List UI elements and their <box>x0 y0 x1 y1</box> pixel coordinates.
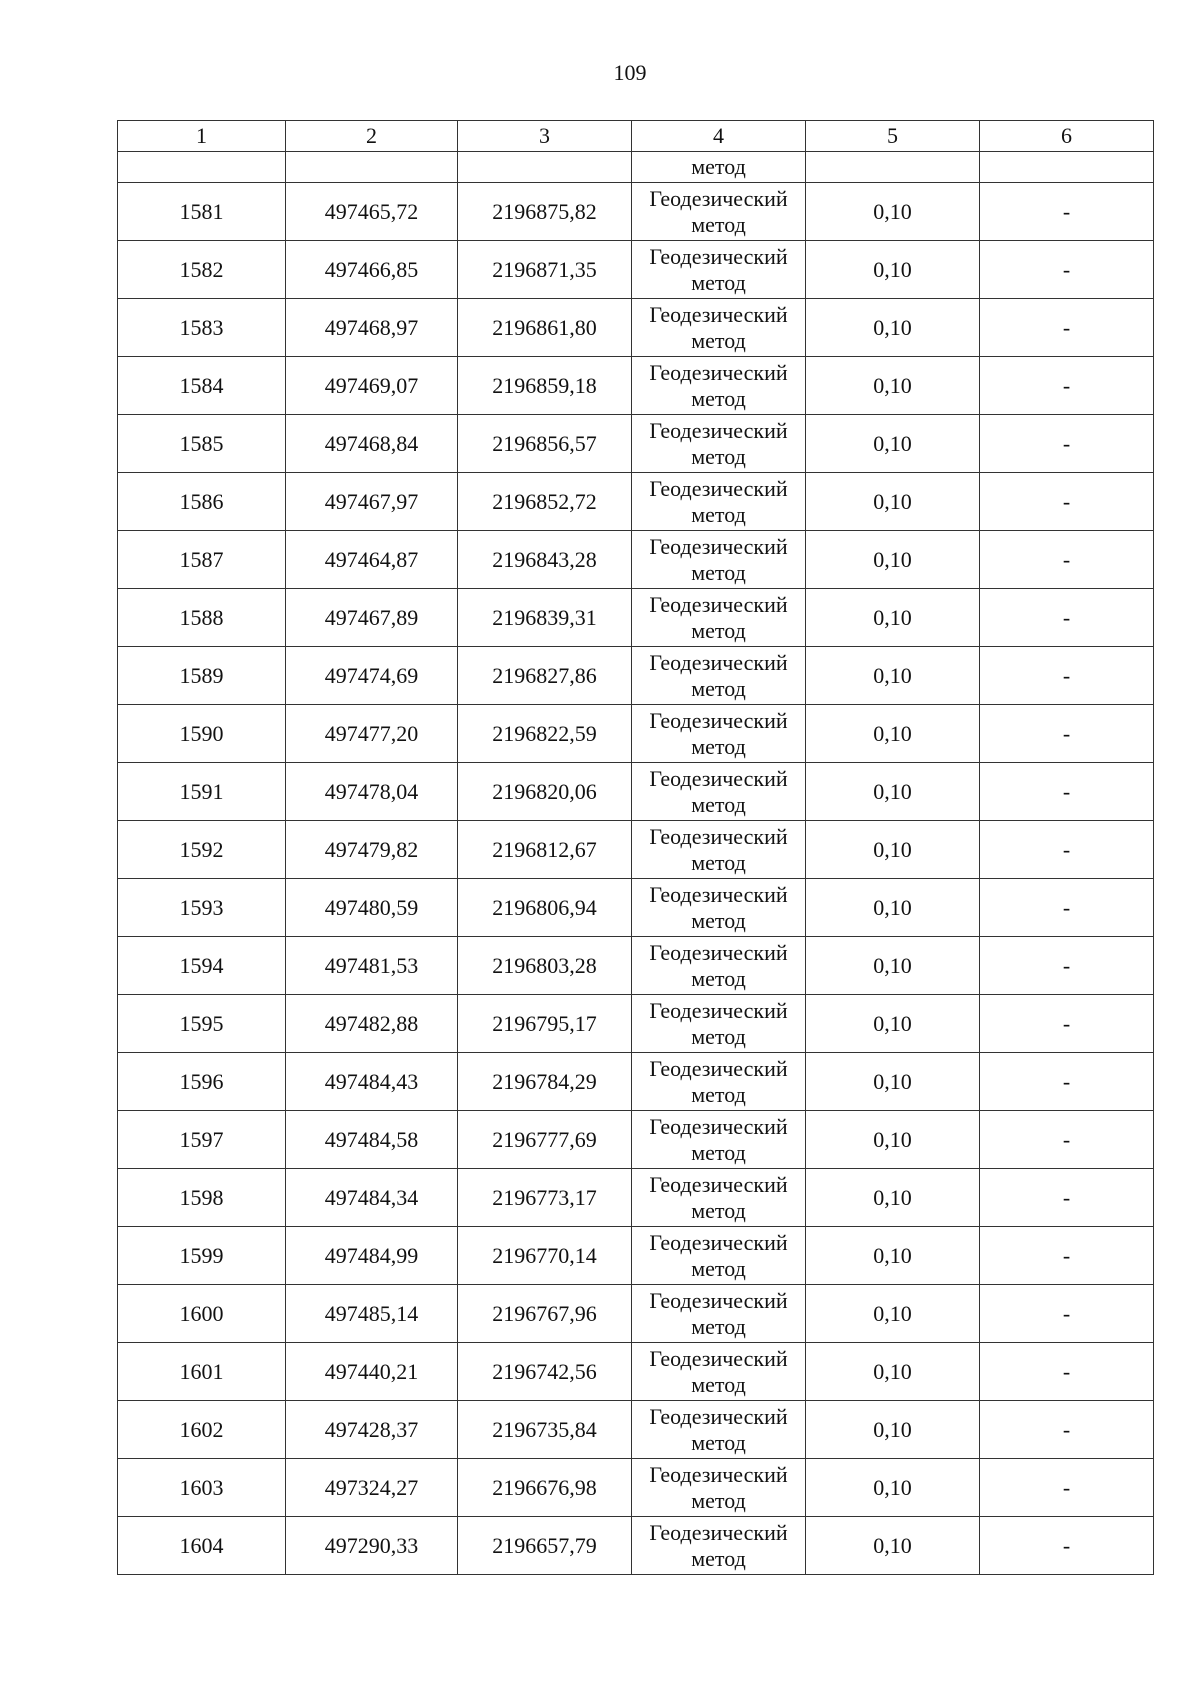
accuracy: 0,10 <box>806 357 980 415</box>
table-row <box>118 647 1154 705</box>
coordinate-x: 497290,33 <box>286 1517 458 1575</box>
coordinate-x: 497440,21 <box>286 1343 458 1401</box>
table-row <box>118 821 1154 879</box>
coordinate-x: 497465,72 <box>286 183 458 241</box>
note: - <box>980 1459 1154 1517</box>
method-line-1: Геодезический <box>649 243 788 269</box>
header-col-4: 4 <box>632 121 806 152</box>
method-cell <box>632 1169 806 1227</box>
coordinate-x: 497428,37 <box>286 1401 458 1459</box>
method-line-2: метод <box>691 733 746 759</box>
coordinate-y: 2196735,84 <box>458 1401 632 1459</box>
method-cell <box>632 589 806 647</box>
coordinate-y: 2196795,17 <box>458 995 632 1053</box>
point-number: 1596 <box>118 1053 286 1111</box>
point-number: 1595 <box>118 995 286 1053</box>
table-row <box>118 299 1154 357</box>
table-row <box>118 473 1154 531</box>
accuracy: 0,10 <box>806 241 980 299</box>
point-number: 1600 <box>118 1285 286 1343</box>
method-line-1: Геодезический <box>649 1229 788 1255</box>
coordinate-y: 2196822,59 <box>458 705 632 763</box>
accuracy: 0,10 <box>806 1285 980 1343</box>
method-line-2: метод <box>691 1313 746 1339</box>
continuation-row <box>118 152 1154 183</box>
coordinate-y: 2196770,14 <box>458 1227 632 1285</box>
coordinate-y: 2196856,57 <box>458 415 632 473</box>
coordinate-y: 2196839,31 <box>458 589 632 647</box>
method-line-1: Геодезический <box>649 533 788 559</box>
note: - <box>980 473 1154 531</box>
note: - <box>980 241 1154 299</box>
method-cell <box>632 937 806 995</box>
note: - <box>980 415 1154 473</box>
coordinate-y: 2196852,72 <box>458 473 632 531</box>
method-line-1: Геодезический <box>649 301 788 327</box>
method-line-1: Геодезический <box>649 359 788 385</box>
point-number: 1586 <box>118 473 286 531</box>
accuracy: 0,10 <box>806 183 980 241</box>
point-number: 1588 <box>118 589 286 647</box>
point-number: 1585 <box>118 415 286 473</box>
accuracy: 0,10 <box>806 879 980 937</box>
table-row <box>118 1111 1154 1169</box>
method-line-1: Геодезический <box>649 417 788 443</box>
coordinate-x: 497478,04 <box>286 763 458 821</box>
header-col-5: 5 <box>806 121 980 152</box>
point-number: 1597 <box>118 1111 286 1169</box>
note: - <box>980 589 1154 647</box>
coordinate-x: 497484,99 <box>286 1227 458 1285</box>
accuracy: 0,10 <box>806 937 980 995</box>
accuracy: 0,10 <box>806 415 980 473</box>
method-line-1: Геодезический <box>649 765 788 791</box>
note: - <box>980 357 1154 415</box>
coordinate-x: 497467,97 <box>286 473 458 531</box>
coordinate-x: 497464,87 <box>286 531 458 589</box>
coordinate-y: 2196767,96 <box>458 1285 632 1343</box>
table-row <box>118 937 1154 995</box>
table-row <box>118 1227 1154 1285</box>
method-line-2: метод <box>691 617 746 643</box>
accuracy: 0,10 <box>806 1169 980 1227</box>
table-header-row <box>118 121 1154 152</box>
method-cell <box>632 647 806 705</box>
method-cell <box>632 415 806 473</box>
note: - <box>980 705 1154 763</box>
method-line-1: Геодезический <box>649 1055 788 1081</box>
method-line-1: Геодезический <box>649 997 788 1023</box>
coordinate-y: 2196657,79 <box>458 1517 632 1575</box>
coordinate-y: 2196806,94 <box>458 879 632 937</box>
method-line-1: Геодезический <box>649 1403 788 1429</box>
method-line-1: Геодезический <box>649 1113 788 1139</box>
cell <box>980 152 1154 183</box>
method-cell <box>632 879 806 937</box>
accuracy: 0,10 <box>806 763 980 821</box>
method-cell <box>632 1459 806 1517</box>
table-row <box>118 241 1154 299</box>
table-row <box>118 1169 1154 1227</box>
table-row <box>118 415 1154 473</box>
table-row <box>118 1401 1154 1459</box>
note: - <box>980 879 1154 937</box>
method-line-2: метод <box>691 1429 746 1455</box>
table-row <box>118 763 1154 821</box>
method-line-2: метод <box>691 1255 746 1281</box>
method-line-1: Геодезический <box>649 707 788 733</box>
method-line-1: Геодезический <box>649 939 788 965</box>
method-line-2: метод <box>691 1371 746 1397</box>
method-cell <box>632 241 806 299</box>
point-number: 1598 <box>118 1169 286 1227</box>
point-number: 1592 <box>118 821 286 879</box>
method-line-1: Геодезический <box>649 591 788 617</box>
table-body <box>118 152 1154 1575</box>
note: - <box>980 1401 1154 1459</box>
table-row <box>118 1459 1154 1517</box>
method-line-1: Геодезический <box>649 1345 788 1371</box>
note: - <box>980 183 1154 241</box>
point-number: 1589 <box>118 647 286 705</box>
point-number: 1582 <box>118 241 286 299</box>
coordinate-x: 497484,43 <box>286 1053 458 1111</box>
coordinate-y: 2196676,98 <box>458 1459 632 1517</box>
method-line-1: Геодезический <box>649 649 788 675</box>
coordinate-y: 2196827,86 <box>458 647 632 705</box>
note: - <box>980 1169 1154 1227</box>
method-line-2: метод <box>691 1139 746 1165</box>
coordinate-y: 2196871,35 <box>458 241 632 299</box>
method-cell <box>632 1227 806 1285</box>
table-row <box>118 705 1154 763</box>
method-cell <box>632 357 806 415</box>
method-line-1: Геодезический <box>649 823 788 849</box>
method-cell <box>632 1285 806 1343</box>
method-line-2: метод <box>691 675 746 701</box>
method-line-2: метод <box>691 791 746 817</box>
table-row <box>118 879 1154 937</box>
method-line-2: метод <box>691 327 746 353</box>
note: - <box>980 1343 1154 1401</box>
accuracy: 0,10 <box>806 1517 980 1575</box>
accuracy: 0,10 <box>806 473 980 531</box>
method-cell <box>632 1111 806 1169</box>
coordinate-y: 2196803,28 <box>458 937 632 995</box>
method-line-2: метод <box>691 1487 746 1513</box>
point-number: 1603 <box>118 1459 286 1517</box>
method-line-2: метод <box>691 385 746 411</box>
method-cell <box>632 1517 806 1575</box>
accuracy: 0,10 <box>806 821 980 879</box>
accuracy: 0,10 <box>806 705 980 763</box>
coordinate-x: 497468,84 <box>286 415 458 473</box>
coordinate-x: 497481,53 <box>286 937 458 995</box>
note: - <box>980 1227 1154 1285</box>
method-cell <box>632 821 806 879</box>
method-line-2: метод <box>691 849 746 875</box>
method-line-1: Геодезический <box>649 475 788 501</box>
page-number: 109 <box>613 60 647 85</box>
table-row <box>118 1517 1154 1575</box>
table-row <box>118 995 1154 1053</box>
coordinate-y: 2196784,29 <box>458 1053 632 1111</box>
coordinate-x: 497469,07 <box>286 357 458 415</box>
coordinate-x: 497484,58 <box>286 1111 458 1169</box>
accuracy: 0,10 <box>806 589 980 647</box>
coordinate-y: 2196773,17 <box>458 1169 632 1227</box>
point-number: 1590 <box>118 705 286 763</box>
cell <box>806 152 980 183</box>
coordinate-y: 2196861,80 <box>458 299 632 357</box>
table-row <box>118 1343 1154 1401</box>
accuracy: 0,10 <box>806 299 980 357</box>
method-cell <box>632 183 806 241</box>
coordinates-table <box>117 120 1154 1575</box>
coordinate-y: 2196820,06 <box>458 763 632 821</box>
accuracy: 0,10 <box>806 1343 980 1401</box>
method-cell <box>632 1401 806 1459</box>
note: - <box>980 299 1154 357</box>
coordinate-x: 497466,85 <box>286 241 458 299</box>
method-line-2: метод <box>691 1023 746 1049</box>
coordinate-x: 497482,88 <box>286 995 458 1053</box>
method-cell <box>632 995 806 1053</box>
method-cell <box>632 763 806 821</box>
point-number: 1594 <box>118 937 286 995</box>
note: - <box>980 937 1154 995</box>
method-cell <box>632 1053 806 1111</box>
coordinate-x: 497480,59 <box>286 879 458 937</box>
point-number: 1593 <box>118 879 286 937</box>
method-line-1: Геодезический <box>649 1287 788 1313</box>
coordinate-x: 497468,97 <box>286 299 458 357</box>
coordinate-y: 2196777,69 <box>458 1111 632 1169</box>
method-line-2: метод <box>691 443 746 469</box>
accuracy: 0,10 <box>806 531 980 589</box>
note: - <box>980 1517 1154 1575</box>
method-line-1: Геодезический <box>649 1461 788 1487</box>
table-row <box>118 1285 1154 1343</box>
method-line-2: метод <box>691 501 746 527</box>
method-line-2: метод <box>691 269 746 295</box>
method-line-1: Геодезический <box>649 185 788 211</box>
point-number: 1602 <box>118 1401 286 1459</box>
method-line-2: метод <box>691 211 746 237</box>
coordinate-x: 497477,20 <box>286 705 458 763</box>
note: - <box>980 821 1154 879</box>
coordinate-x: 497485,14 <box>286 1285 458 1343</box>
note: - <box>980 647 1154 705</box>
cell <box>458 152 632 183</box>
point-number: 1604 <box>118 1517 286 1575</box>
point-number: 1599 <box>118 1227 286 1285</box>
method-line-2: метод <box>691 1081 746 1107</box>
accuracy: 0,10 <box>806 995 980 1053</box>
table-row <box>118 1053 1154 1111</box>
accuracy: 0,10 <box>806 1227 980 1285</box>
point-number: 1583 <box>118 299 286 357</box>
coordinate-x: 497484,34 <box>286 1169 458 1227</box>
accuracy: 0,10 <box>806 1401 980 1459</box>
header-col-3: 3 <box>458 121 632 152</box>
method-cell <box>632 473 806 531</box>
point-number: 1601 <box>118 1343 286 1401</box>
coordinate-y: 2196812,67 <box>458 821 632 879</box>
table-row <box>118 357 1154 415</box>
table-row <box>118 183 1154 241</box>
method-line-2: метод <box>691 965 746 991</box>
cell <box>118 152 286 183</box>
method-cell <box>632 299 806 357</box>
cell-method: метод <box>632 152 806 183</box>
method-line-2: метод <box>691 559 746 585</box>
note: - <box>980 531 1154 589</box>
note: - <box>980 1285 1154 1343</box>
point-number: 1591 <box>118 763 286 821</box>
method-cell <box>632 531 806 589</box>
point-number: 1581 <box>118 183 286 241</box>
accuracy: 0,10 <box>806 647 980 705</box>
note: - <box>980 763 1154 821</box>
point-number: 1587 <box>118 531 286 589</box>
table-row <box>118 589 1154 647</box>
coordinate-x: 497479,82 <box>286 821 458 879</box>
accuracy: 0,10 <box>806 1053 980 1111</box>
table-row <box>118 531 1154 589</box>
coordinate-y: 2196875,82 <box>458 183 632 241</box>
coordinate-y: 2196742,56 <box>458 1343 632 1401</box>
method-cell <box>632 705 806 763</box>
method-line-2: метод <box>691 1197 746 1223</box>
coordinate-y: 2196843,28 <box>458 531 632 589</box>
note: - <box>980 1053 1154 1111</box>
method-line-1: Геодезический <box>649 881 788 907</box>
note: - <box>980 1111 1154 1169</box>
method-line-2: метод <box>691 1545 746 1571</box>
header-col-6: 6 <box>980 121 1154 152</box>
point-number: 1584 <box>118 357 286 415</box>
header-col-2: 2 <box>286 121 458 152</box>
header-col-1: 1 <box>118 121 286 152</box>
method-line-2: метод <box>691 907 746 933</box>
method-line-1: Геодезический <box>649 1171 788 1197</box>
accuracy: 0,10 <box>806 1459 980 1517</box>
method-cell <box>632 1343 806 1401</box>
coordinate-x: 497467,89 <box>286 589 458 647</box>
cell <box>286 152 458 183</box>
coordinate-x: 497324,27 <box>286 1459 458 1517</box>
coordinate-x: 497474,69 <box>286 647 458 705</box>
coordinate-y: 2196859,18 <box>458 357 632 415</box>
method-line-1: Геодезический <box>649 1519 788 1545</box>
accuracy: 0,10 <box>806 1111 980 1169</box>
note: - <box>980 995 1154 1053</box>
